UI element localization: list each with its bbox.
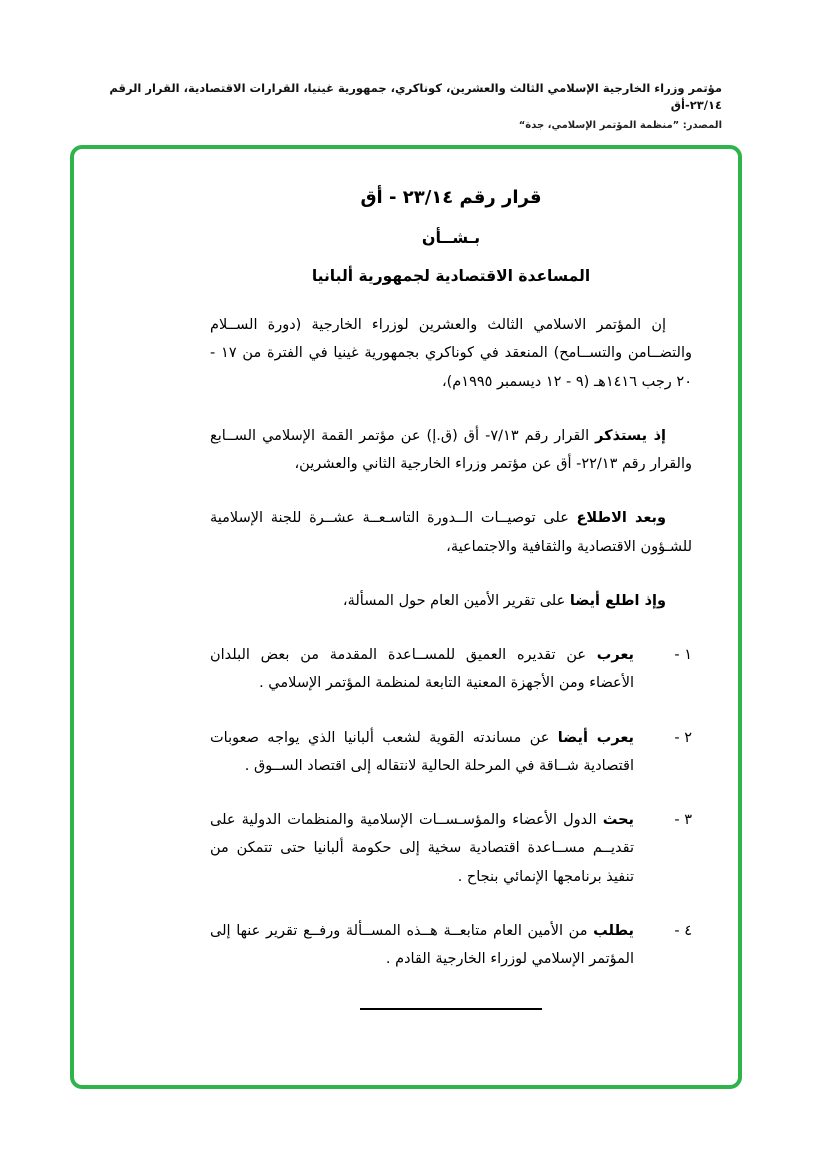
clause-paragraph-2 (210, 504, 692, 561)
item-number: ١ - (674, 647, 692, 664)
resolution-items (210, 641, 692, 973)
item-lead: يعرب أيضا (557, 729, 635, 746)
clause-text: على توصيــات الــدورة التاسـعــة عشــرة للجنة الإسلامية للشـؤون الاقتصادية والثقافية والاجتماعية، (210, 510, 692, 555)
source-header-line1: مؤتمر وزراء الخارجية الإسلامي الثالث والعشرين، كوناكري، جمهورية غينيا، القرارات الاقتصادية، القرار الرقم ٢٣/١٤-أق (109, 81, 722, 113)
document-content (210, 187, 692, 1010)
clause-text: على تقرير الأمين العام حول المسألة، (342, 592, 570, 609)
resolution-title: قرار رقم ٢٣/١٤ - أق (360, 187, 542, 208)
resolution-item-3 (210, 806, 692, 891)
item-lead: يعرب (596, 647, 634, 664)
document-frame (70, 145, 742, 1089)
item-number: ٤ - (674, 922, 692, 939)
clause-lead: إذ يستذكر (595, 427, 666, 444)
title-block (210, 187, 692, 285)
item-lead: يطلب (593, 922, 634, 939)
resolution-item-2 (210, 724, 692, 781)
item-text (210, 917, 634, 974)
preamble-paragraph: إن المؤتمر الاسلامي الثالث والعشرين لوزراء الخارجية (دورة الســلام والتضــامن والتســامح) المنعقد في كوناكري بجمهورية غينيا في الفترة من ١٧ - ٢٠ رجب ١٤١٦هـ (٩ - ١٢ ديسمبر ١٩٩٥م)، (210, 317, 692, 390)
item-body: عن مساندته القوية لشعب ألبانيا الذي يواجه صعوبات اقتصادية شــاقة في المرحلة الحالية لانتقاله إلى اقتصاد الســوق . (210, 729, 634, 774)
item-lead: يحث (602, 812, 634, 829)
item-text (210, 641, 634, 698)
footer-rule (360, 1008, 542, 1010)
item-number: ٢ - (674, 729, 692, 746)
clause-text: القرار رقم ٧/١٣- أق (ق.إ) عن مؤتمر القمة الإسلامي الســابع والقرار رقم ٢٢/١٣- أق عن مؤتمر وزراء الخارجية الثاني والعشرين، (210, 427, 692, 473)
clause-lead: وبعد الاطلاع (576, 510, 667, 527)
resolution-subject: المساعدة الاقتصادية لجمهورية ألبانيا (311, 267, 591, 285)
clause-lead: وإذ اطلع أيضا (569, 592, 666, 609)
item-text (210, 806, 634, 891)
item-body: عن تقديره العميق للمســاعدة المقدمة من بعض البلدان الأعضاء ومن الأجهزة المعنية التابعة لمنظمة المؤتمر الإسلامي . (210, 647, 634, 692)
item-number: ٣ - (674, 812, 692, 829)
clause-paragraph-1 (210, 422, 692, 479)
source-header-line2: المصدر: ”منظمة المؤتمر الإسلامي، جدة“ (518, 119, 722, 131)
item-body: الدول الأعضاء والمؤسـســات الإسلامية والمنظمات الدولية على تقديــم مســاعدة اقتصادية سخية إلى حكومة ألبانيا حتى تتمكن من تنفيذ برنامجها الإنمائي بنجاح . (210, 812, 634, 885)
item-body: من الأمين العام متابعــة هــذه المســألة ورفــع تقرير عنها إلى المؤتمر الإسلامي لوزراء الخارجية القادم . (210, 922, 634, 968)
resolution-item-4 (210, 917, 692, 974)
source-header (95, 80, 722, 131)
item-text (210, 724, 634, 781)
resolution-subtitle: بـشــأن (421, 228, 481, 247)
clause-paragraph-3 (210, 587, 692, 615)
resolution-item-1 (210, 641, 692, 698)
